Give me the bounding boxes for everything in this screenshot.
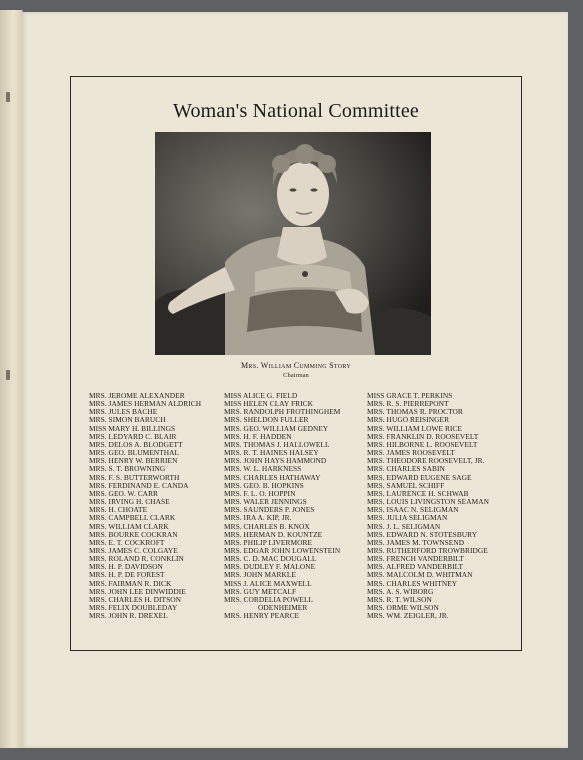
member-name: MRS. CHARLES HATHAWAY (224, 472, 321, 482)
member-name: MRS. FERDINAND E. CANDA (89, 480, 189, 490)
member-name: MRS. R. T. HAINES HALSEY (224, 448, 319, 458)
member-name: MRS. IRA A. KIP, JR. (224, 513, 292, 523)
member-name: MRS. R. T. WILSON (367, 594, 432, 604)
member-name: MRS. THOMAS R. PROCTOR (367, 407, 463, 417)
member-name: MRS. WILLIAM LOWE RICE (367, 423, 462, 433)
member-name: MRS. J. L. SELIGMAN (367, 521, 441, 531)
binding-staple (6, 92, 10, 102)
member-name: MRS. HUGO REISINGER (367, 415, 450, 425)
page-title: Woman's National Committee (172, 100, 420, 122)
member-name: MRS. A. S. WIBORG (367, 586, 434, 596)
member-name: MRS. JULES BACHE (89, 407, 158, 417)
member-name: MRS. JULIA SELIGMAN (367, 513, 448, 523)
member-name: MRS. F. L. O. HOPPIN (224, 488, 296, 498)
member-name: MRS. R. S. PIERREPONT (367, 399, 449, 409)
member-name: MRS. H. CHOATE (89, 505, 148, 515)
member-name: MRS. GEO. WILLIAM GEDNEY (224, 423, 329, 433)
member-name: MRS. EDWARD EUGENE SAGE (367, 472, 472, 482)
member-name: MRS. CHARLES H. DITSON (89, 594, 182, 604)
member-name: MRS. ALFRED VANDERBILT (367, 562, 464, 572)
member-name: MRS. LAURENCE H. SCHWAB (367, 488, 469, 498)
member-name: MRS. FELIX DOUBLEDAY (89, 603, 178, 613)
member-name: MRS. JOHN R. DREXEL (89, 611, 168, 621)
members-column-2 (224, 392, 340, 620)
member-name: MRS. JAMES HERMAN ALDRICH (89, 399, 202, 409)
member-name: MRS. SIMON BARUCH (89, 415, 166, 425)
portrait-caption-role: Chairman (283, 372, 309, 379)
member-name: MRS. WILLIAM CLARK (89, 521, 169, 531)
document-page (22, 12, 568, 748)
member-name: MRS. CHARLES B. KNOX (224, 521, 310, 531)
member-name: MRS. EDGAR JOHN LOWENSTEIN (224, 545, 341, 555)
members-column-1 (89, 392, 201, 620)
member-name: MRS. JOHN MARKLE (224, 570, 297, 580)
member-name: MRS. PHILIP LIVERMORE (224, 537, 313, 547)
member-name: MRS. FRENCH VANDERBILT (367, 554, 464, 564)
member-name: MRS. RUTHERFORD TROWBRIDGE (367, 545, 488, 555)
member-name: MRS. ROLAND R. CONKLIN (89, 554, 184, 564)
member-name: MRS. JOHN HAYS HAMMOND (224, 456, 327, 466)
member-name: MRS. WALER JENNINGS (224, 497, 307, 507)
member-name: MRS. BOURKE COCKRAN (89, 529, 178, 539)
member-name: MRS. E. T. COCKROFT (89, 537, 165, 547)
member-name: MISS HELEN CLAY FRICK (224, 399, 313, 409)
member-name: MRS. FRANKLIN D. ROOSEVELT (367, 431, 479, 441)
member-name: MRS. GUY METCALF (224, 586, 297, 596)
member-name: MRS. EDWARD N. STOTESBURY (367, 529, 478, 539)
member-name: MRS. HERMAN D. KOUNTZE (224, 529, 323, 539)
binding-staple (6, 370, 10, 380)
member-name: MRS. FAIRMAN R. DICK (89, 578, 172, 588)
member-name: MRS. ISAAC N. SELIGMAN (367, 505, 459, 515)
member-name: MRS. CORDELIA POWELL (224, 594, 314, 604)
member-name: MRS. HENRY W. BERRIEN (89, 456, 178, 466)
member-name: MRS. DELOS A. BLODGETT (89, 439, 183, 449)
member-name: MISS J. ALICE MAXWELL (224, 578, 312, 588)
member-name: MRS. F. S. BUTTERWORTH (89, 472, 180, 482)
member-name: MRS. CHARLES SABIN (367, 464, 445, 474)
member-name: MRS. DUDLEY F. MALONE (224, 562, 316, 572)
member-name: MRS. H. F. HADDEN (224, 431, 292, 441)
member-name: MRS. LEDYARD C. BLAIR (89, 431, 177, 441)
member-name: MRS. SAMUEL SCHIFF (367, 480, 445, 490)
member-name: MRS. SHELDON FULLER (224, 415, 309, 425)
member-name: MRS. CHARLES WHITNEY (367, 578, 458, 588)
member-name: MRS. HILBORNE L. ROOSEVELT (367, 439, 478, 449)
member-name: MISS GRACE T. PERKINS (367, 391, 453, 400)
member-name: MRS. WM. ZEIGLER, JR. (367, 611, 449, 621)
member-name: MRS. H. P. DAVIDSON (89, 562, 163, 572)
member-name: MRS. JOHN LEE DINWIDDIE (89, 586, 186, 596)
member-name: MRS. JAMES ROOSEVELT (367, 448, 455, 458)
facing-page-edge (0, 10, 23, 748)
member-name: MRS. GEO. W. CARR (89, 488, 159, 498)
member-name: MRS. THOMAS J. HALLOWELL (224, 439, 330, 449)
page-border-frame (70, 76, 522, 651)
portrait-photo (155, 132, 431, 355)
member-name: MRS. MALCOLM D. WHITMAN (367, 570, 473, 580)
member-name-continuation: ODENHEIMER (258, 603, 308, 613)
member-name: MRS. JAMES C. COLGAYE (89, 545, 178, 555)
member-name: MRS. LOUIS LIVINGSTON SEAMAN (367, 497, 489, 507)
member-name: MRS. GEO. BLUMENTHAL (89, 448, 180, 458)
member-name: MRS. SAUNDERS P. JONES (224, 505, 315, 515)
member-name: MISS MARY H. BILLINGS (89, 423, 176, 433)
members-column-3 (367, 392, 489, 620)
member-name: MRS. C. D. MAC DOUGALL (224, 554, 317, 564)
portrait-illustration (155, 132, 431, 355)
member-name: MRS. IRVING H. CHASE (89, 497, 170, 507)
member-name: MISS ALICE G. FIELD (224, 391, 298, 400)
member-name: MRS. S. T. BROWNING (89, 464, 166, 474)
member-name: MRS. HENRY PEARCE (224, 611, 300, 621)
portrait-caption-name: Mrs. William Cumming Story (241, 361, 351, 370)
member-name: MRS. GEO. B. HOPKINS (224, 480, 304, 490)
member-name: MRS. JEROME ALEXANDER (89, 391, 185, 400)
member-name: MRS. W. L. HARKNESS (224, 464, 302, 474)
member-name: MRS. ORME WILSON (367, 603, 439, 613)
member-name: MRS. JAMES M. TOWNSEND (367, 537, 465, 547)
member-name: MRS. RANDOLPH FROTHINGHEM (224, 407, 341, 417)
member-name: MRS. CAMPBELL CLARK (89, 513, 176, 523)
member-name: MRS. H. P. DE FOREST (89, 570, 165, 580)
member-name: MRS. THEODORE ROOSEVELT, JR. (367, 456, 485, 466)
